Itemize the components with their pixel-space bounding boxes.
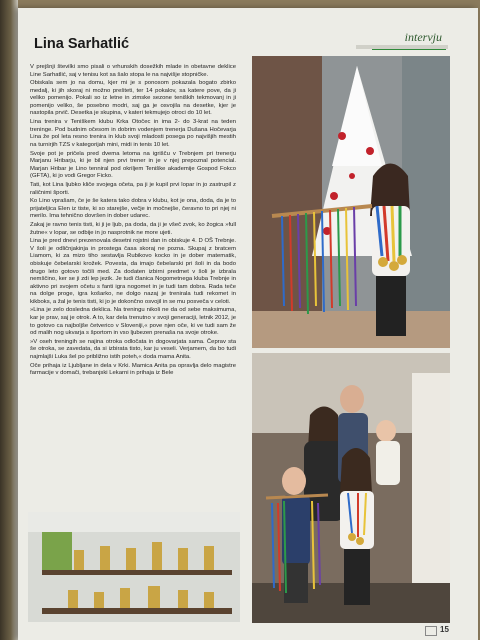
paragraph: Obiskala sem jo na domu, kjer mi je s ponosom pokazala bogato zbirko medalj, ki jih skoraj ni možno prešteti, ter 14 pokalov, sa katere pove, da ji veliko pomenijo. Pokali so iz letne in zimske sezone teniških tekmovanj in ji pomenijo veliko, še posebno modri, saj ga je osvojila na desetke, kjer je nastopila prvič. Desetka je skupina, v kateri tekmujejo otroci do 10 let. (30, 80, 236, 117)
paragraph: »V oseh treningih se najina otroka odločata in dogovarjata sama. Čeprav sta še otroka, se zavedata, da si izbirata tisto, kar ju veseli. Verjamem, da bo tudi najmlajši Luka šel po približno istih poteh,« doda mama Anita. (30, 338, 236, 360)
paragraph: V prejšnji številki smo pisali o vrhunskih dosežkih mlade in obetavne deklice Line Sarhatlić, saj v tenisu kot sa šalo stopa le na najvišje stopničke. (30, 64, 236, 78)
section-label: intervju (404, 30, 442, 44)
girl-medals-tree-photo (252, 56, 450, 348)
header-rule (356, 45, 448, 49)
paragraph: Zakaj je ravno tenis tisti, ki ji je ljub, pa doda, da ji je všeč zvok, ko žogica »full žutne« v lopar, se odbije in jo nasprotnik ne more ujeti. (30, 222, 236, 236)
footer-logo-icon (425, 626, 437, 636)
paragraph: Lina je pred dnevi prezenovala desetni rojstni dan in obiskuje 4. D OŠ Trebnje. V šoli je odličnjakinja in prostega časa skoraj ne pozna. Skupaj z bratcem Liamom, ki za mizo tiho sestavlja Rubikovo kocko in je dober matematik, obiskuje čebelarski krožek. Povesta, da imajo čebelarski pri šoli in da bodo drugo leto gotovo točili med. Za dodaten izbirni predmet v šoli je izbrala nemščino, ker se ji zdi lep jezik. Je tudi članica Nogometnega kluba Trebnje in aktivno pri svojem očetu s fanti igra nogomet in je tudi tam dobra. Rada teče na dolge proge, igra košarko, ne dolgo nazaj je trenirala tudi rekomet in kikboks, a žal je tenis tisti, ki jo je dokončno osvojil in se mu posveča v celoti. (30, 238, 236, 305)
paragraph: »Lina je zelo dosledna deklica. Na treningu nikoli ne da od sebe maksimuma, kar je prav, saj je otrok. A to, kar dela trenutno v svoji generaciji, letnik 2012, je to gotovo ca najboljše četverico v Sloveniji,« pove njen oče, ki ve tudi sam že od malih nog ukvarja s športom in vso ljubezen prenaša na svoje otroke. (30, 307, 236, 337)
article-body (30, 64, 236, 510)
paragraph: Svoje pot je pričela pred dvema letoma na igrišču v Trebnjem pri trenerju Marjanu Hribarju, ki je bil njen prvi trener in je v njej prepoznal potencial. Marjan Hribar je Lino tenniral pod okriljem Teniške akademije Gospod Fokco (GFTA), ki jo vodi Gregor Ficko. (30, 150, 236, 180)
page-number: 15 (440, 625, 449, 634)
family-medals-photo (252, 353, 450, 623)
paragraph: Tati, kot Lina ljubko kliče svojega očeta, pa ji je kupil prvi lopar in jo zastrupil z raličnimi športi. (30, 181, 236, 196)
article-title: Lina Sarhatlić (34, 36, 130, 52)
paragraph: Oče prihaja iz Ljubljane in dela v Krki. Mamica Anita pa opravlja delo magistre farmacije v domači, trebanjski Lekarni in prihaja iz Bele (30, 362, 236, 377)
binding-edge (0, 0, 18, 640)
trophy-shelf-photo (28, 512, 240, 622)
paragraph: Lina trenira v Teniškem klubu Krka Otočec in ima 2- do 3-krat na teden treninge. Pod budnim očesom in dobrim vodenjem trenerja Dušana Hočevarja Lina že pol leta resno trenira in klub svoji mladosti posega po najvišjih mestih na turnirjih TZS v kategorijah mini, midi in tenis 10 let. (30, 119, 236, 148)
paragraph: Ko Lino vprašam, če je še katera tako dobra v klubu, kot je ona, doda, da je to prijateljica Elen iz tiste, ki so starejše, večje in močnejše, čeravno to pri njej ni merilo. Ima tehnično dovršen in dober udarec. (30, 198, 236, 220)
